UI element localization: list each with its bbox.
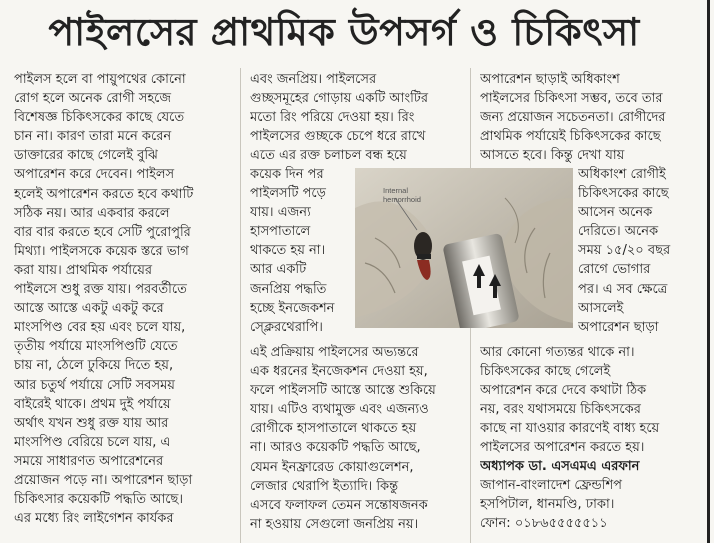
text-line: পাইলসটি পড়ে <box>250 186 326 202</box>
text-line: অধিকাংশ রোগীই <box>578 167 666 182</box>
text-line: পাইলসের চিকিৎসা সম্ভব, তবে তার <box>480 91 663 107</box>
text-line: রোগ হলে অনেক রোগী সহজে <box>14 91 172 107</box>
text-line: পর। এ সব ক্ষেত্রে <box>578 281 668 297</box>
text-line: ডাক্তারের কাছে গেলেই বুঝি <box>14 148 158 164</box>
text-line: এসবে ফলাফল তেমন সন্তোষজনক <box>250 497 428 513</box>
text-line: আর চতুর্থ পর্যায়ে সেটি সবসময় <box>14 377 175 393</box>
text-line: এক ধরনের ইনজেকশন দেওয়া হয়, <box>250 364 428 380</box>
text-line: বার বার করতে হবে সেটি পুরোপুরি <box>14 224 191 240</box>
text-line: বিশেষজ্ঞ চিকিৎসকের কাছে যেতে <box>14 110 185 126</box>
text-line: যায়। এজন্য <box>250 205 311 221</box>
text-line: পাইলস হলে বা পায়ুপথের কোনো <box>14 72 186 87</box>
text-line: মিথ্যা। পাইলসকে কয়েক স্তরে ভাগ <box>14 243 189 259</box>
headline: পাইলসের প্রাথমিক উপসর্গ ও চিকিৎসা <box>48 10 640 54</box>
text-line: চিকিৎসার কয়েকটি পদ্ধতি আছে। <box>14 492 184 508</box>
text-line: না। আরও কয়েকটি পদ্ধতি আছে, <box>250 440 421 456</box>
text-line: আর একটি <box>250 262 307 278</box>
author-phone: ফোন: ০১৮৬৫৫৫৫৫১১ <box>480 516 608 532</box>
text-line: এবং জনপ্রিয়। পাইলসের <box>250 72 377 87</box>
column-divider <box>240 68 241 543</box>
author-byline <box>480 457 708 543</box>
text-line: অর্থাৎ যখন শুধু রক্ত যায় আর <box>14 415 169 431</box>
article-column-1 <box>14 70 238 542</box>
text-line: হাসপাতালে <box>250 224 311 240</box>
page-edge-rule <box>707 0 710 543</box>
text-line: থাকতে হয় না। <box>250 243 326 259</box>
author-name: অধ্যাপক ডা. এসএমএ এরফান <box>480 459 640 474</box>
text-line: এতে এর রক্ত চলাচল বন্ধ হয়ে <box>250 148 407 164</box>
text-line: মাংসপিণ্ড বের হয় এবং চলে যায়, <box>14 320 186 336</box>
article-column-3-wrap <box>578 165 706 341</box>
article-column-3-top <box>480 70 708 168</box>
article-column-2-bottom <box>250 343 472 543</box>
figure-caption: Internal hemorrhoid <box>383 186 421 204</box>
text-line: চিকিৎসকের কাছে <box>578 186 669 202</box>
text-line: কাছে না যাওয়ার কারণেই বাধ্য হয়ে <box>480 421 660 437</box>
text-line: অপারেশন ছাড়াই অধিকাংশ <box>480 72 620 87</box>
text-line: বাইরেই থাকে। প্রথম দুই পর্যায়ে <box>14 396 171 412</box>
hemorrhoid-illustration <box>355 168 573 328</box>
text-line: পাইলসের অপারেশন করতে হয়। <box>480 440 645 456</box>
text-line: নয়, বরং যথাসময়ে চিকিৎসকের <box>480 402 641 418</box>
text-line: পাইলসে শুধু রক্ত যায়। পরবর্তীতে <box>14 282 187 298</box>
text-line: তৃতীয় পর্যায়ে মাংসপিণ্ডটি যেতে <box>14 339 178 355</box>
text-line: আসলেই <box>578 300 624 316</box>
text-line: মাংসপিণ্ড বেরিয়ে চলে যায়, এ <box>14 434 171 450</box>
text-line: প্রাথমিক পর্যায়েই চিকিৎসকের কাছে <box>480 129 661 145</box>
author-affiliation: জাপান-বাংলাদেশ ফ্রেন্ডশিপ <box>480 478 623 494</box>
text-line: কয়েক দিন পর <box>250 167 324 182</box>
text-line: হচ্ছে ইনজেকশন <box>250 300 335 316</box>
text-line: যেমন ইনফ্রারেড কোয়াগুলেশন, <box>250 459 414 475</box>
text-line: আর কোনো গত্যন্তর থাকে না। <box>480 345 635 360</box>
author-affiliation: হসপিটাল, ধানমণ্ডি, ঢাকা। <box>480 497 615 513</box>
text-line: স্ক্লেরথেরাপি। <box>250 319 323 335</box>
text-line: জনপ্রিয় পদ্ধতি <box>250 281 327 297</box>
text-line: অপারেশন করে দেবেন। পাইলস <box>14 167 175 183</box>
text-line: ফলে পাইলসটি আস্তে আস্তে শুকিয়ে <box>250 383 436 399</box>
text-line: চিকিৎসকের কাছে গেলেই <box>480 364 611 380</box>
text-line: জন্য প্রয়োজন সচেতনতা। রোগীদের <box>480 110 666 126</box>
text-line: যায়। এটিও ব্যথামুক্ত এবং এজন্যও <box>250 402 429 418</box>
text-line: হলেই অপারেশন করতে হবে কথাটি <box>14 186 194 202</box>
text-line: চান না। কারণ তারা মনে করেন <box>14 129 172 145</box>
text-line: পাইলসের গুচ্ছকে চেপে ধরে রাখে <box>250 129 426 145</box>
text-line: এই প্রক্রিয়ায় পাইলসের অভ্যন্তরে <box>250 345 419 360</box>
text-line: আসেন অনেক <box>578 205 653 221</box>
text-line: গুচ্ছসমূহের গোড়ায় একটি আংটির <box>250 91 429 107</box>
text-line: না হওয়ায় সেগুলো জনপ্রিয় নয়। <box>250 516 419 532</box>
text-line: লেজার থেরাপি ইত্যাদি। কিন্তু <box>250 478 399 494</box>
text-line: সময়ে সাধারণত অপারেশনের <box>14 453 164 469</box>
article-column-2-wrap <box>250 165 354 341</box>
text-line: এর মধ্যে রিং লাইগেশন কার্যকর <box>14 511 174 527</box>
text-line: সময় ১৫/২০ বছর <box>578 243 671 259</box>
text-line: আসতে হবে। কিন্তু দেখা যায় <box>480 148 625 164</box>
text-line: করা যায়। প্রাথমিক পর্যায়ের <box>14 262 153 278</box>
text-line: রোগে ভোগার <box>578 262 651 278</box>
text-line: দেরিতে। অনেক <box>578 224 659 240</box>
text-line: সঠিক নয়। আর একবার করলে <box>14 205 170 221</box>
article-column-2-top <box>250 70 472 168</box>
text-line: রোগীকে হাসপাতালে থাকতে হয় <box>250 421 417 437</box>
text-line: প্রয়োজন পড়ে না। অপারেশন ছাড়া <box>14 472 193 488</box>
text-line: চায় না, ঠেলে ঢুকিয়ে দিতে হয়, <box>14 358 174 374</box>
text-line: অপারেশন করে দেবে কথাটা ঠিক <box>480 383 647 399</box>
text-line: আস্তে আস্তে একটু একটু করে <box>14 301 164 317</box>
text-line: মতো রিং পরিয়ে দেওয়া হয়। রিং <box>250 110 415 126</box>
text-line: অপারেশন ছাড়া <box>578 319 659 335</box>
